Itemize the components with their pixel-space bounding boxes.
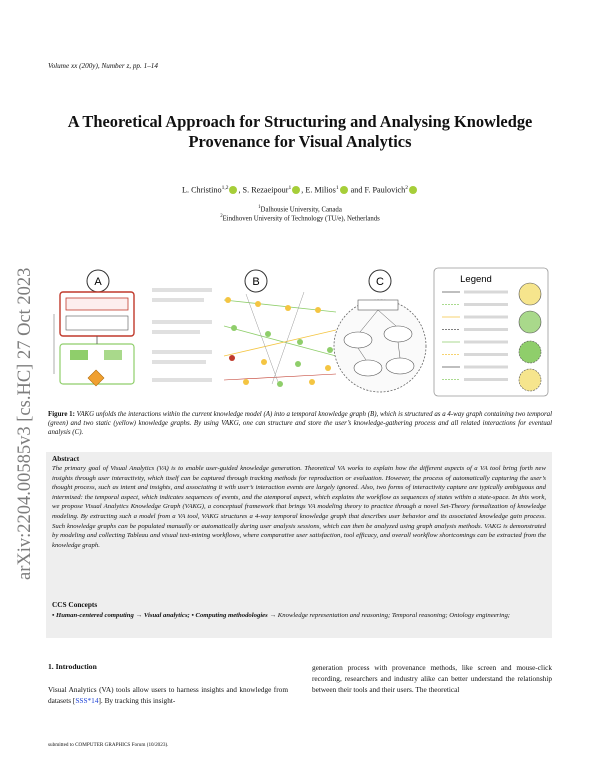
legend-line-text bbox=[464, 328, 508, 331]
legend-line-text bbox=[464, 378, 508, 381]
figure-legend bbox=[434, 268, 548, 396]
affiliation-mark: 1 bbox=[258, 205, 261, 210]
orcid-icon[interactable] bbox=[409, 186, 417, 194]
author-affiliation-mark: 1 bbox=[288, 185, 292, 191]
arxiv-stamp bbox=[2, 170, 42, 590]
affiliation-mark: 2 bbox=[220, 214, 223, 219]
figure-caption-text: VAKG unfolds the interactions within the current knowledge model (A) into a temporal knowledge graph (B), which is structured as a 4-way graph containing two temporal (green) and two static (yellow) knowledge graphs. By using VAKG, one can structure and store the user’s knowledge-gathering process and all related interactions for eventual analysis (C). bbox=[48, 411, 552, 437]
panel-c-label: C bbox=[376, 276, 384, 288]
abstract-body: The primary goal of Visual Analytics (VA) is to enable user-guided knowledge generation. Theoretical VA works to explain how the different aspects of a VA tool bring forth new insights through user interactivity, which itself can be captured through tracking methods for reproduction or evaluation. However, the process of automatically capturing the user’s thought process, such as intent and insights, and associating it with user’s interaction events are largely ignored. Also, two forms of interactivity capture are typically ambiguous and intermixed: the temporal aspect, which indicates sequences of events, and the atemporal aspect, which explains the workflow as sequences of states within a state-space. In this work, we propose Visual Analytics Knowledge Graph (VAKG), a conceptual framework that brings VA modeling theory to practice through a novel Set-Theory formalization of knowledge modeling. By extracting such a model from a VA tool, VAKG structures a 4-way temporal knowledge graph that describes user behavior and its associated knowledge gain process. Such knowledge graphs can be populated manually or automatically during user analysis sessions, which can then be analyzed using graph analysis methods. VAKG is demonstrated by modeling and collecting Tableau and visual text-mining workflows, where comparative user satisfaction, tool efficacy, and overall workflow shortcomings can be extracted from the knowledge graph. bbox=[52, 465, 546, 549]
panel-a-label: A bbox=[94, 276, 102, 288]
paper-title bbox=[30, 112, 570, 152]
panel-a-knowledge-model bbox=[54, 270, 134, 386]
orcid-icon[interactable] bbox=[340, 186, 348, 194]
author-list bbox=[60, 185, 540, 195]
author-name: F. Paulovich bbox=[364, 185, 406, 195]
orcid-icon[interactable] bbox=[229, 186, 237, 194]
legend-line-text bbox=[464, 316, 508, 319]
affiliation-text: Eindhoven University of Technology (TU/e), Netherlands bbox=[222, 215, 380, 223]
ccs-heading: CCS Concepts bbox=[52, 600, 98, 609]
legend-line-text bbox=[464, 353, 508, 356]
ccs-term: • Computing methodologies bbox=[189, 612, 268, 619]
figure-caption bbox=[48, 410, 552, 438]
panel-c-analysis bbox=[334, 270, 426, 392]
ccs-arrow: → bbox=[267, 612, 278, 619]
legend-line-text bbox=[464, 341, 508, 344]
author-name: S. Rezaeipour bbox=[242, 185, 289, 195]
affiliation-2 bbox=[100, 214, 500, 222]
affiliation-text: Dalhousie University, Canada bbox=[260, 206, 342, 214]
ccs-term: • Human-centered computing bbox=[52, 612, 134, 619]
ccs-concepts bbox=[52, 611, 546, 621]
teaser-figure bbox=[46, 264, 552, 398]
author-name: L. Christino bbox=[182, 185, 222, 195]
citation-link[interactable]: SSS*14 bbox=[75, 696, 99, 705]
author-affiliation-mark: 2 bbox=[405, 185, 408, 191]
panel-b-label: B bbox=[252, 276, 260, 288]
panel-b-temporal-graph bbox=[152, 270, 336, 387]
body-text: Visual Analytics (VA) tools allow users to harness insights and knowledge from datasets [ bbox=[48, 685, 288, 705]
arxiv-stamp-text: arXiv:2204.00585v3 [cs.HC] 27 Oct 2023 bbox=[15, 267, 35, 580]
figure-label: Figure 1: bbox=[48, 411, 75, 418]
legend-line-text bbox=[464, 291, 508, 294]
legend-line-text bbox=[464, 303, 508, 306]
abstract-heading: Abstract bbox=[52, 454, 80, 463]
orcid-icon[interactable] bbox=[292, 186, 300, 194]
legend-line-text bbox=[464, 366, 508, 369]
ccs-arrow: → bbox=[133, 612, 144, 619]
author-name: E. Milios bbox=[305, 185, 336, 195]
legend-title: Legend bbox=[460, 274, 492, 285]
intro-right-column: generation process with provenance methods, like screen and mouse-click recording, researchers and industry alike can better understand the relationship between their tools and their users. The theoretical bbox=[312, 663, 552, 694]
journal-reference: Volume xx (200y), Number z, pp. 1–14 bbox=[48, 62, 158, 70]
author-affiliation-mark: 1 bbox=[335, 185, 339, 191]
author-separator: , bbox=[301, 185, 306, 195]
body-text: ]. By tracking this insight- bbox=[98, 696, 176, 705]
intro-left-column bbox=[48, 684, 288, 706]
author-affiliation-mark: 1,2 bbox=[221, 185, 229, 191]
ccs-subterm: Knowledge representation and reasoning; Temporal reasoning; Ontology engineering; bbox=[277, 612, 511, 619]
ccs-term: Visual analytics; bbox=[143, 612, 190, 619]
section-heading-introduction: 1. Introduction bbox=[48, 662, 97, 671]
title-line-1: A Theoretical Approach for Structuring and Analysing Knowledge bbox=[67, 112, 533, 131]
affiliation-1 bbox=[100, 205, 500, 213]
page-footer: submitted to COMPUTER GRAPHICS Forum (10/2023). bbox=[48, 742, 169, 748]
title-line-2: Provenance for Visual Analytics bbox=[188, 132, 412, 151]
author-separator: and bbox=[348, 185, 365, 195]
author-separator: , bbox=[238, 185, 243, 195]
